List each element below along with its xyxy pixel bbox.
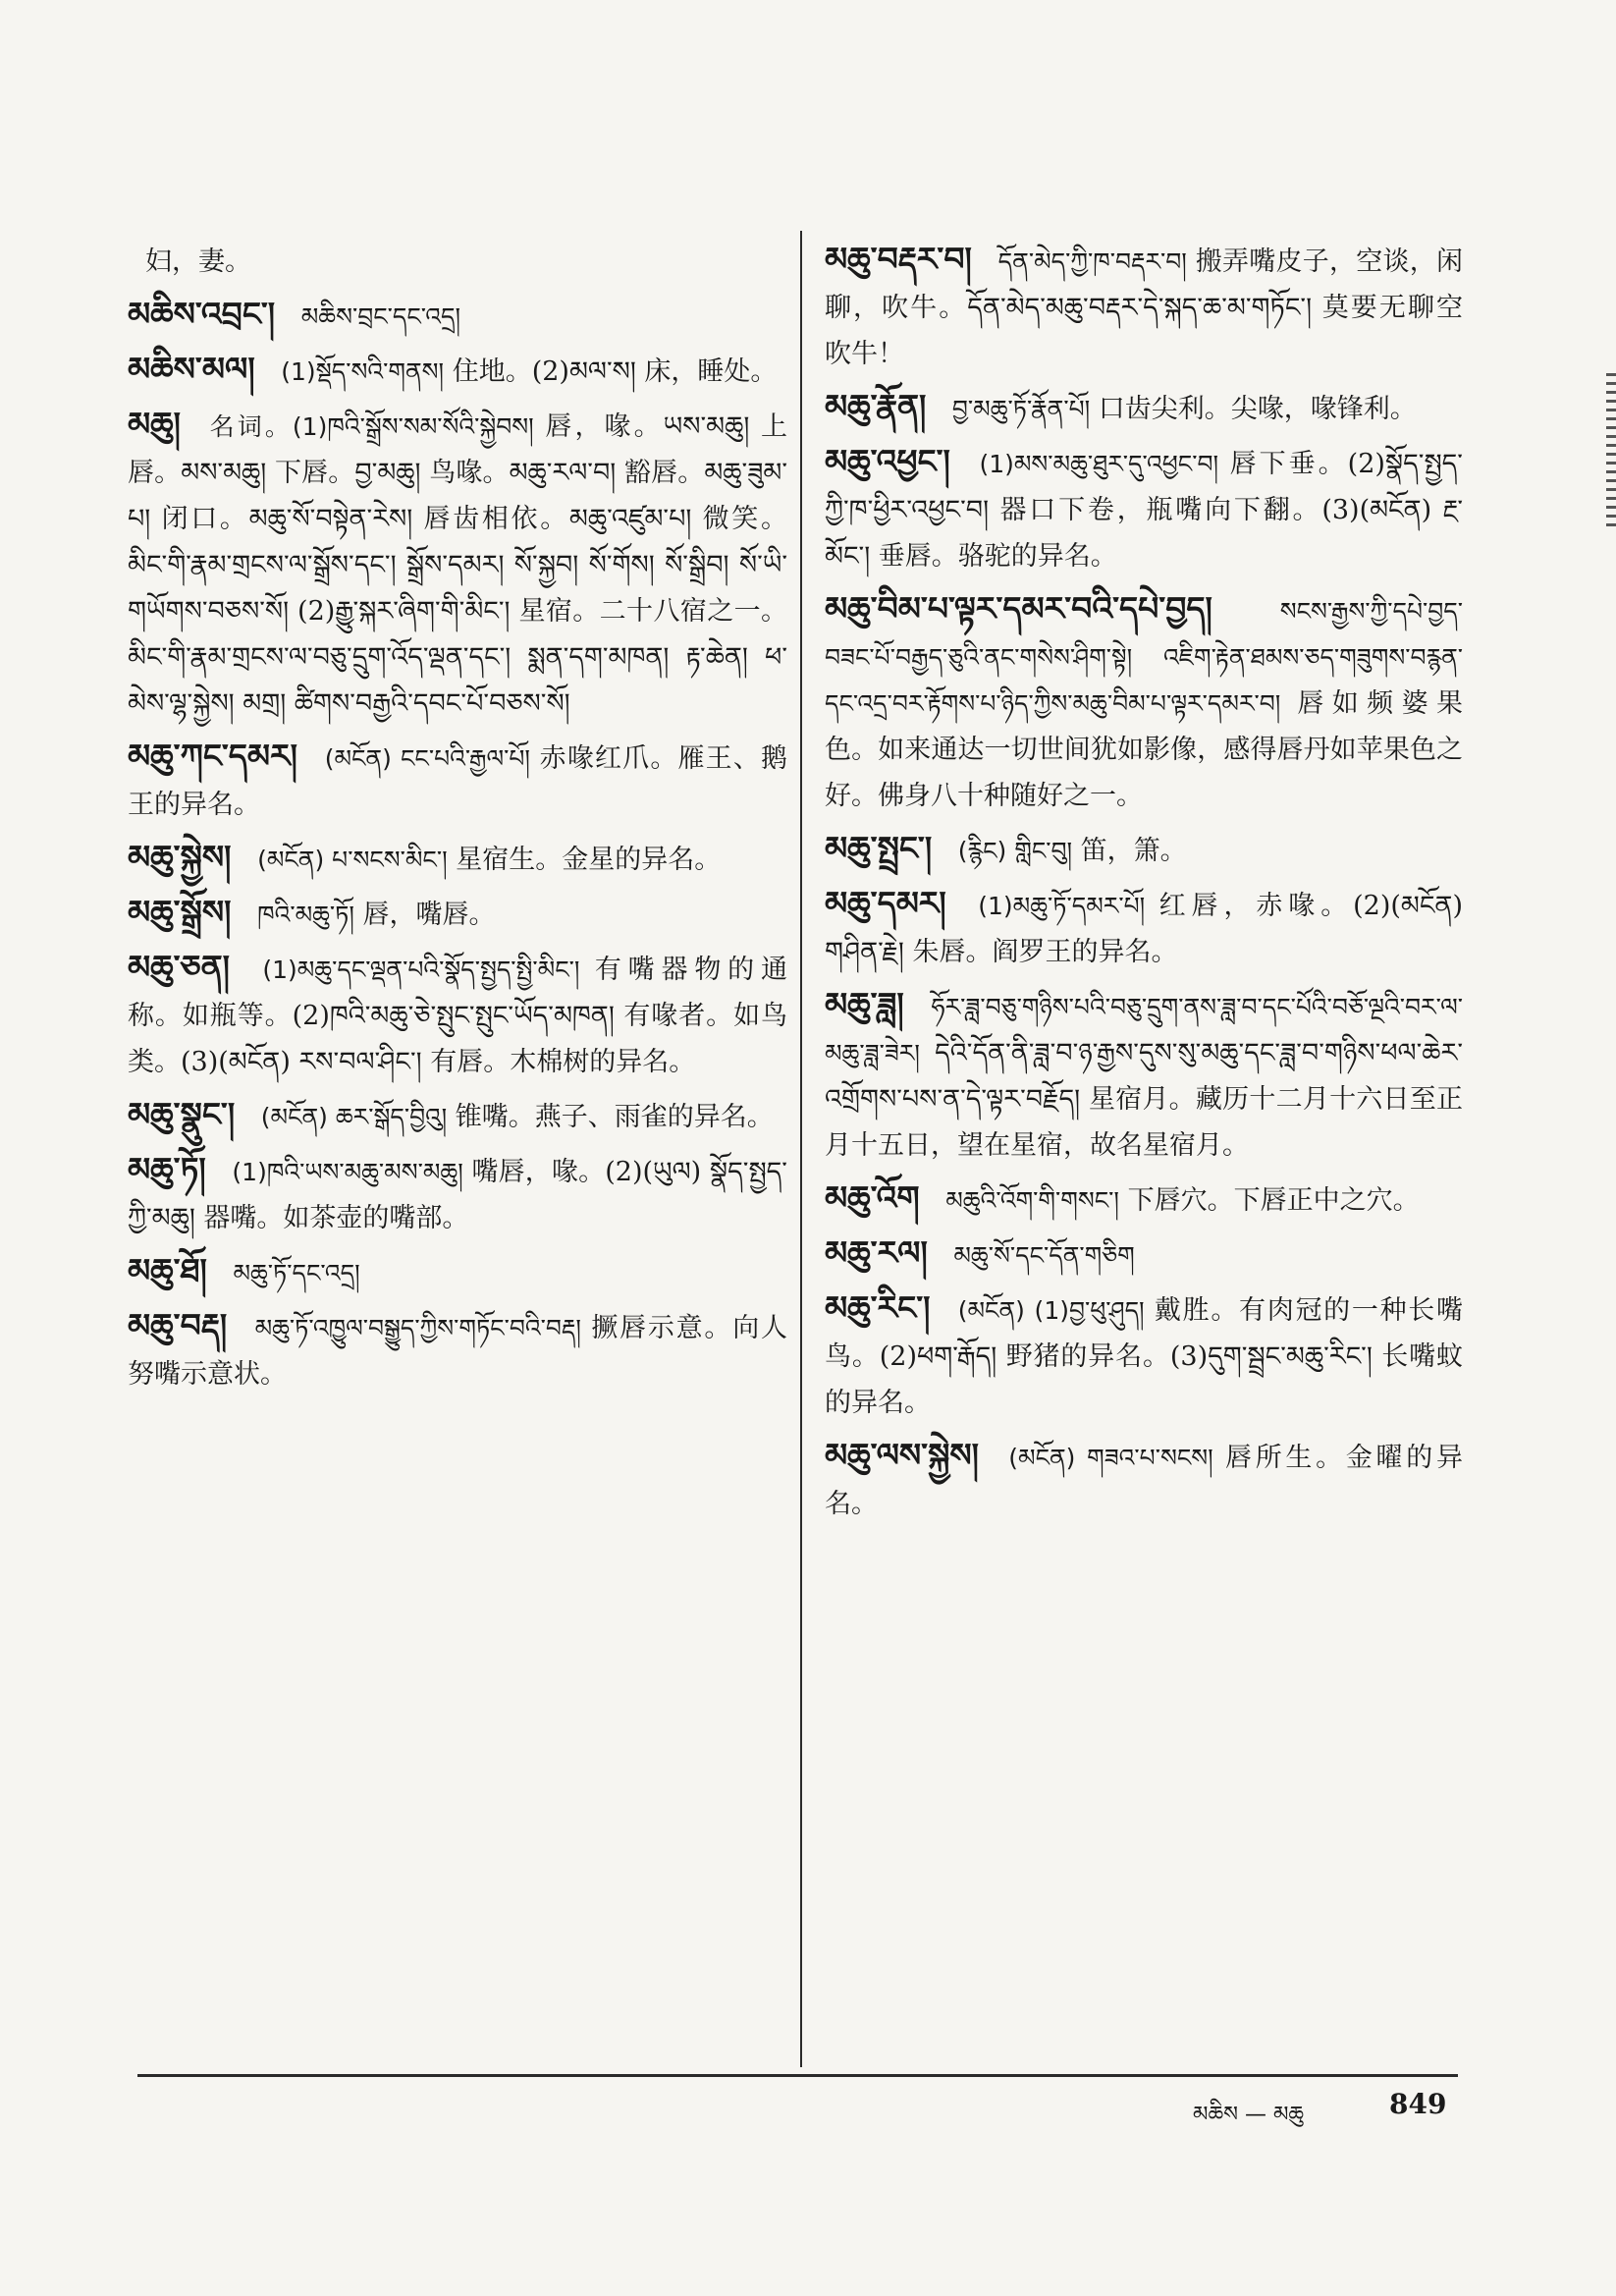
entry-chinese-definition: 唇所生。金曜的异名。 — [825, 1443, 1463, 1519]
entry-tibetan-definition: མཆིས་བྲང་དང་འདྲ། — [300, 302, 461, 331]
entry-tibetan-definition: (1)མཆུ་དང་ལྡན་པའི་སྣོད་སྤྱད་སྤྱི་མིང་། — [262, 956, 580, 984]
entry-chinese-definition: 唇下垂。(2)སྣོད་སྤྱད་ཀྱི་ཁ་ཕྱིར་འཕྱང་བ། 器口下卷，瓶嘴向下翻。(3)(མངོན) རྔ་མོང་། 垂唇。骆驼的异名。 — [825, 449, 1463, 572]
dictionary-entry — [128, 733, 787, 828]
dictionary-entry — [128, 1091, 787, 1140]
dictionary-entry — [128, 889, 787, 938]
entry-chinese-definition: 嘴唇，喙。(2)(ཡུལ) སྣོད་སྤྱད་ཀྱི་མཆུ། 器嘴。如茶壶的嘴部。 — [128, 1157, 787, 1233]
entry-headword: མཆུ་ཐོ། — [128, 1251, 207, 1289]
entry-headword: མཆིས་འབྲང་། — [128, 295, 276, 333]
dictionary-entry — [825, 438, 1463, 579]
entry-headword: མཆུ་འཕྱང་། — [825, 442, 950, 480]
entry-tibetan-definition: (མངོན) གཟའ་པ་སངས། — [1008, 1444, 1213, 1472]
dictionary-entry — [128, 1146, 787, 1241]
entry-chinese-definition: 星宿生。金星的异名。 — [456, 845, 722, 875]
entry-headword: མཆུ། — [128, 405, 181, 443]
entry-chinese-definition: 撅唇示意。向人努嘴示意状。 — [128, 1313, 787, 1390]
entry-headword: མཆུ་སྣུང་། — [128, 1095, 236, 1133]
entry-chinese-definition: 搬弄嘴皮子，空谈，闲聊，吹牛。དོན་མེད་མཆུ་བརྡར་དེ་སྐད་ཆ་མ་གཏོང་། 莫要无聊空吹牛！ — [825, 246, 1463, 369]
entry-headword: མཆུ་འོག — [825, 1178, 920, 1217]
entry-chinese-definition: 红唇，赤喙。(2)(མངོན) གཤིན་རྗེ། 朱唇。阎罗王的异名。 — [825, 891, 1463, 967]
dictionary-entry — [128, 236, 787, 285]
entry-chinese-definition: 住地。(2)མལ་ས། 床，睡处。 — [452, 356, 778, 387]
entry-tibetan-definition: (1)ཁའི་ཡས་མཆུ་མས་མཆུ། — [232, 1158, 463, 1186]
dictionary-entry — [825, 1285, 1463, 1426]
entry-tibetan-definition: མཆུ་ཏོ་འཁྱུལ་བསྒྱུད་ཀྱིས་གཏོང་བའི་བརྡ། — [254, 1314, 581, 1342]
entry-tibetan-definition: ཁའི་མཆུ་ཏོ། — [257, 901, 354, 929]
entry-headword: མཆུ་ཟླ། — [825, 985, 904, 1023]
dictionary-entry — [128, 944, 787, 1085]
dictionary-entry — [128, 834, 787, 883]
entry-chinese-definition: 锥嘴。燕子、雨雀的异名。 — [455, 1102, 774, 1132]
entry-tibetan-definition: (1)མཆུ་ཏོ་དམར་པོ། — [978, 892, 1146, 920]
dictionary-entry — [825, 825, 1463, 874]
entry-headword: མཆུ་ཀང་དམར། — [128, 737, 297, 775]
entry-headword: མཆུ་ཏོ། — [128, 1150, 206, 1188]
entry-chinese-definition: 口齿尖利。尖喙，喙锋利。 — [1098, 394, 1417, 424]
column-divider — [800, 231, 802, 2067]
entry-tibetan-definition: མཆུའི་འོག་གི་གསང་། — [945, 1186, 1119, 1215]
dictionary-entry — [128, 1247, 787, 1296]
dictionary-entry — [825, 585, 1463, 819]
entry-headword: མཆུ་རིང་། — [825, 1288, 931, 1327]
dictionary-entry — [825, 236, 1463, 377]
dictionary-entry — [128, 1302, 787, 1397]
entry-headword: མཆུ་སྒྲོས། — [128, 893, 232, 931]
entry-headword: མཆུ་ལས་སྐྱེས། — [825, 1436, 979, 1474]
entry-headword: མཆུ་བརྡ། — [128, 1306, 228, 1344]
left-column — [128, 236, 787, 1403]
scan-edge-marks — [1606, 373, 1616, 530]
dictionary-entry — [825, 1230, 1463, 1279]
entry-chinese-definition: དེའི་དོན་ནི་ཟླ་བ་ཉ་རྒྱས་དུས་སུ་མཆུ་དང་ཟླ་བ་གཉིས་ཕལ་ཆེར་འགྲོགས་པས་ན་དེ་ལྟར་བརྗོད། 星宿月。藏历十二月十六日至正月十五日，望在星宿，故名星宿月。 — [825, 1038, 1463, 1161]
entry-headword: མཆུ་བིམ་པ་ལྟར་དམར་བའི་དཔེ་བྱད། — [825, 589, 1212, 628]
dictionary-entry — [128, 401, 787, 727]
entry-chinese-definition: 有嘴器物的通称。如瓶等。(2)ཁའི་མཆུ་ཅེ་སྤུང་སྤུང་ཡོད་མཁན། 有喙者。如鸟类。(3)(མངོན) རས་བལ་ཤིང་། 有唇。木棉树的异名。 — [128, 955, 787, 1077]
entry-chinese-definition: 妇，妻。 — [145, 246, 251, 277]
entry-tibetan-definition: ཧོར་ཟླ་བཅུ་གཉིས་པའི་བཅུ་དྲུག་ནས་ཟླ་བ་དང་པོའི་བཅོ་ལྔའི་བར་ལ་མཆུ་ཟླ་ཟེར། — [825, 993, 1463, 1067]
entry-tibetan-definition: དོན་མེད་ཀྱི་ཁ་བརྡར་བ། — [997, 247, 1187, 276]
entry-tibetan-definition: (མངོན) པ་སངས་མིང་། — [257, 846, 448, 874]
entry-chinese-definition: 唇，嘴唇。 — [362, 900, 496, 930]
entry-tibetan-definition: (1)སྡོད་སའི་གནས། — [281, 357, 445, 386]
entry-tibetan-definition: སངས་རྒྱས་ཀྱི་དཔེ་བྱད་བཟང་པོ་བརྒྱད་ཅུའི་ནང་གསེས་ཤིག་སྟེ། འཇིག་རྟེན་ཐམས་ཅད་གཟུགས་བརྙན་དང་འདྲ་བར་རྟོགས་པ་ཉིད་ཀྱིས་མཆུ་བིམ་པ་ལྟར་དམར་བ། — [825, 597, 1463, 718]
entry-headword: མཆིས་མལ། — [128, 350, 255, 388]
entry-tibetan-definition: (མངོན) ངང་པའི་རྒྱལ་པོ། — [324, 744, 530, 773]
footer-rule — [137, 2074, 1458, 2077]
dictionary-entry — [825, 1175, 1463, 1224]
entry-tibetan-definition: མཆུ་སོ་དང་དོན་གཅིག — [953, 1241, 1135, 1270]
entry-tibetan-definition: (རྙིང) གླིང་བུ། — [957, 837, 1073, 865]
dictionary-entry — [825, 880, 1463, 975]
entry-tibetan-definition: བྱ་མཆུ་ཏོ་རྣོན་པོ། — [951, 395, 1091, 423]
entry-headword: མཆུ་བརྡར་བ། — [825, 240, 972, 278]
entry-tibetan-definition: (མངོན) (1)བྱ་ཕུ་ཤུད། — [957, 1296, 1145, 1325]
entry-tibetan-definition: (མངོན) ཆར་སྒོད་བྱིའུ། — [260, 1103, 448, 1131]
entry-chinese-definition: 笛，箫。 — [1080, 836, 1187, 866]
right-column — [825, 236, 1463, 1533]
entry-headword: མཆུ་རལ། — [825, 1233, 928, 1272]
entry-headword: མཆུ་རྣོན། — [825, 387, 927, 425]
entry-chinese-definition: 戴胜。有肉冠的一种长嘴鸟。(2)ཕག་རྒོད། 野猪的异名。(3)དུག་སྦྲང་མཆུ་རིང་། 长嘴蚊的异名。 — [825, 1295, 1463, 1418]
entry-tibetan-definition: 名词。(1)ཁའི་སྒྲོས་སམ་སོའི་སྐྱེབས། — [209, 412, 534, 441]
entry-headword: མཆུ་སྐྱེས། — [128, 838, 232, 876]
entry-chinese-definition: 下唇穴。下唇正中之穴。 — [1127, 1185, 1420, 1216]
dictionary-entry — [128, 346, 787, 395]
running-head: མཆིས — མཆུ — [1193, 2103, 1305, 2127]
page-number: 849 — [1389, 2088, 1447, 2120]
entry-headword: མཆུ་ཅན། — [128, 948, 230, 986]
entry-tibetan-definition: མཆུ་ཏོ་དང་འདྲ། — [233, 1259, 360, 1287]
entry-chinese-definition: 唇如频婆果色。如来通达一切世间犹如影像，感得唇丹如苹果色之好。佛身八十种随好之一。 — [825, 688, 1463, 811]
entry-headword: མཆུ་དམར། — [825, 884, 946, 922]
dictionary-entry — [825, 981, 1463, 1169]
entry-tibetan-definition: (1)མས་མཆུ་ཐུར་དུ་འཕྱང་བ། — [979, 450, 1219, 478]
entry-headword: མཆུ་སྤྲང་། — [825, 829, 933, 867]
dictionary-entry — [128, 291, 787, 340]
entry-chinese-definition: 唇，喙。ཡས་མཆུ། 上唇。མས་མཆུ། 下唇。བྱ་མཆུ། 鸟喙。མཆུ་རལ་བ། 豁唇。མཆུ་ཟུམ་པ། 闭口。མཆུ་སོ་བསྟེན་རེས། 唇齿相依。མཆུ་འཛུམ་པ། 微笑。མིང་གི་རྣམ་གྲངས་ལ་སྒྲོས་དང་། སྒྲོས་དམར། སོ་སྐྱབ། སོ་གོས། སོ་སྒྲིབ། སོ་ཡི་གཡོགས་བཅས་སོ། (2)རྒྱུ་སྐར་ཞིག་གི་མིང་། 星宿。二十八宿之一。མིང་གི་རྣམ་གྲངས་ལ་བཅུ་དྲུག་འོད་ལྡན་དང་། སྨན་དག་མཁན། རྟ་ཆེན། ཕ་མེས་ལྷ་སྐྱེས། མགྲ། ཚིགས་བརྒྱའི་དབང་པོ་བཅས་སོ། — [128, 411, 787, 719]
dictionary-entry — [825, 1432, 1463, 1527]
entry-chinese-definition: 赤喙红爪。雁王、鹅王的异名。 — [128, 743, 787, 820]
dictionary-entry — [825, 383, 1463, 432]
